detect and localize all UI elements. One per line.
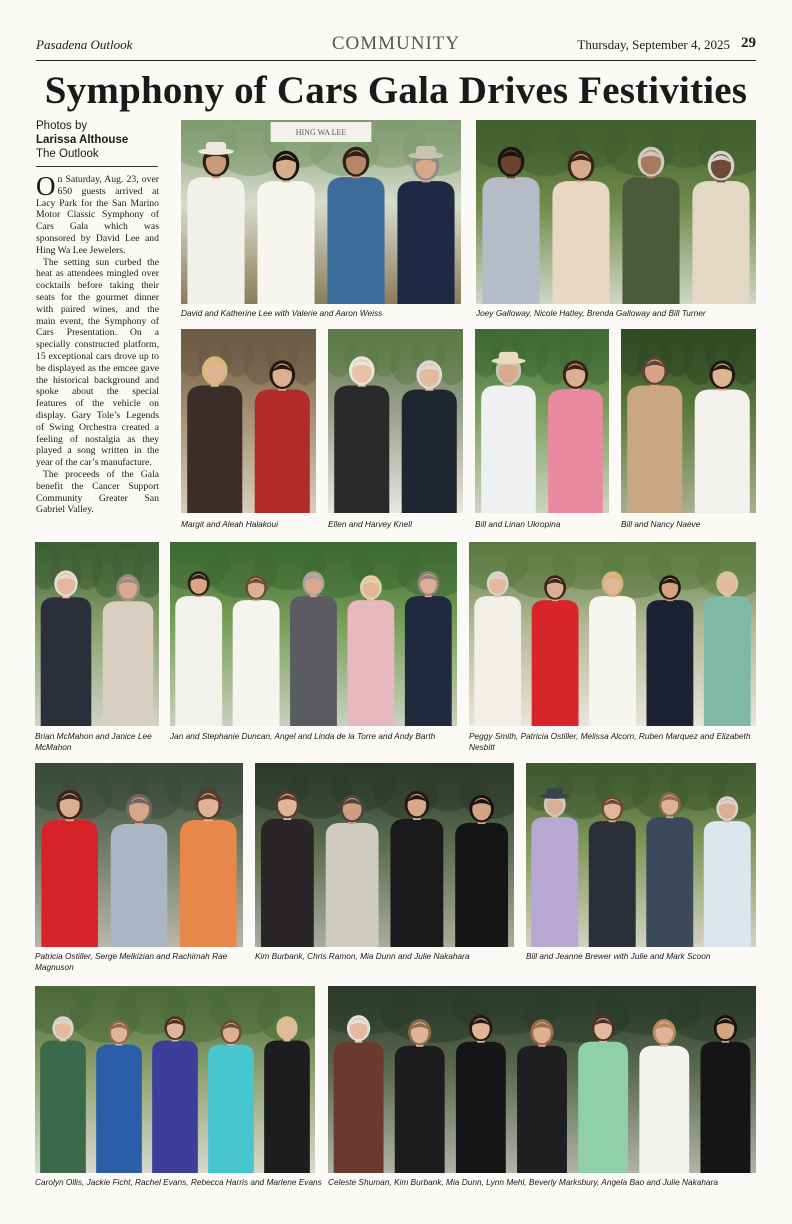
article-paragraph-3: The proceeds of the Gala benefit the Cancer Support Community Greater San Gabriel Valley. — [36, 468, 159, 516]
byline-photographer: Larissa Althouse — [36, 134, 129, 146]
photo-ukropina — [475, 329, 609, 513]
byline — [36, 119, 158, 161]
photo-illustration — [35, 763, 243, 947]
drop-cap: O — [36, 171, 56, 201]
caption-smith-ostiller-nesbitt: Peggy Smith, Patricia Ostiller, Melissa Alcorn, Ruben Marquez and Elizabeth Nesbitt — [469, 731, 751, 752]
caption-galloway-turner: Joey Galloway, Nicole Hatley, Brenda Galloway and Bill Turner — [476, 308, 706, 318]
section-name: COMMUNITY — [331, 33, 461, 54]
photo-illustration — [35, 986, 315, 1173]
caption-duncan-delatorre-barth: Jan and Stephanie Duncan, Angel and Linda de la Torre and Andy Barth — [170, 731, 436, 741]
photo-burbank-ramon-dunn-nakahara — [255, 763, 514, 947]
photo-illustration — [328, 986, 756, 1173]
photo-illustration — [469, 542, 756, 726]
byline-rule — [36, 166, 158, 167]
photo-lee-weiss — [181, 120, 461, 304]
photo-galloway-turner — [476, 120, 756, 304]
photo-illustration — [476, 120, 756, 304]
page-header — [36, 34, 756, 60]
caption-halakoui: Margit and Aleah Halakoui — [181, 519, 279, 529]
caption-mcmahon: Brian McMahon and Janice Lee McMahon — [35, 731, 152, 752]
caption-naeve: Bill and Nancy Naeve — [621, 519, 701, 529]
article-body — [36, 171, 159, 516]
photo-ostiller-melkizian-magnuson — [35, 763, 243, 947]
header-rule — [36, 60, 756, 61]
photo-ollis-ficht-evans-harris — [35, 986, 315, 1173]
photo-illustration — [475, 329, 609, 513]
photo-mcmahon — [35, 542, 159, 726]
photo-naeve — [621, 329, 756, 513]
photo-shuman-group — [328, 986, 756, 1173]
photo-brewer-scoon — [526, 763, 756, 947]
photo-illustration — [170, 542, 457, 726]
article-paragraph-2: The setting sun curbed the heat as attendees mingled over cocktails before taking their seats for the gourmet dinner with paired wines, and the main event, the Symphony of Cars Presentation. On a specially constructed platform, 15 exceptional cars drove up to be displayed as the emcee gave the historical background and spoke about the special features of the vehicle on display. Gary Tole’s Legends of Swing Orchestra created a feeling of nostalgia as they played a song written in the year of the car’s manufacture. — [36, 256, 159, 469]
caption-ollis-ficht-evans-harris: Carolyn Ollis, Jackie Ficht, Rachel Evans, Rebecca Harris and Marlene Evans — [35, 1177, 322, 1187]
photo-illustration — [621, 329, 756, 513]
photo-illustration — [181, 329, 316, 513]
caption-ostiller-melkizian-magnuson: Patricia Ostiller, Serge Melkizian and Rachimah Rae Magnuson — [35, 951, 228, 972]
photo-knell — [328, 329, 463, 513]
tent-sign-text: HING WA LEE — [295, 128, 347, 137]
publication-name: Pasadena Outlook — [36, 37, 133, 52]
photo-smith-ostiller-nesbitt — [469, 542, 756, 726]
caption-lee-weiss: David and Katherine Lee with Valerie and Aaron Weiss — [181, 308, 383, 318]
photo-illustration — [181, 120, 461, 304]
article-paragraph-1-text: n Saturday, Aug. 23, over 650 guests arrived at Lacy Park for the San Marino Motor Classic Symphony of Cars Gala which was sponsored by David Lee and Hing Wa Lee Jewelers. — [36, 174, 159, 256]
caption-shuman-group: Celeste Shuman, Kim Burbank, Mia Dunn, Lynn Mehl, Beverly Marksbury, Angela Bao and Julie Nakahara — [328, 1177, 718, 1187]
photo-illustration — [35, 542, 159, 726]
photo-illustration — [255, 763, 514, 947]
article-paragraph-1 — [36, 171, 159, 257]
photo-duncan-delatorre-barth — [170, 542, 457, 726]
byline-outlet: The Outlook — [36, 148, 99, 160]
photo-illustration — [526, 763, 756, 947]
caption-ukropina: Bill and Linan Ukropina — [475, 519, 561, 529]
issue-date: Thursday, September 4, 2025 — [577, 37, 730, 52]
caption-knell: Ellen and Harvey Knell — [328, 519, 412, 529]
byline-label: Photos by — [36, 120, 88, 132]
tent-sign — [271, 122, 372, 142]
photo-halakoui — [181, 329, 316, 513]
photo-illustration — [328, 329, 463, 513]
caption-burbank-ramon-dunn-nakahara: Kim Burbank, Chris Ramon, Mia Dunn and Julie Nakahara — [255, 951, 470, 961]
headline: Symphony of Cars Gala Drives Festivities — [44, 69, 748, 112]
caption-brewer-scoon: Bill and Jeanne Brewer with Julie and Mark Scoon — [526, 951, 711, 961]
page-number: 29 — [741, 35, 756, 51]
